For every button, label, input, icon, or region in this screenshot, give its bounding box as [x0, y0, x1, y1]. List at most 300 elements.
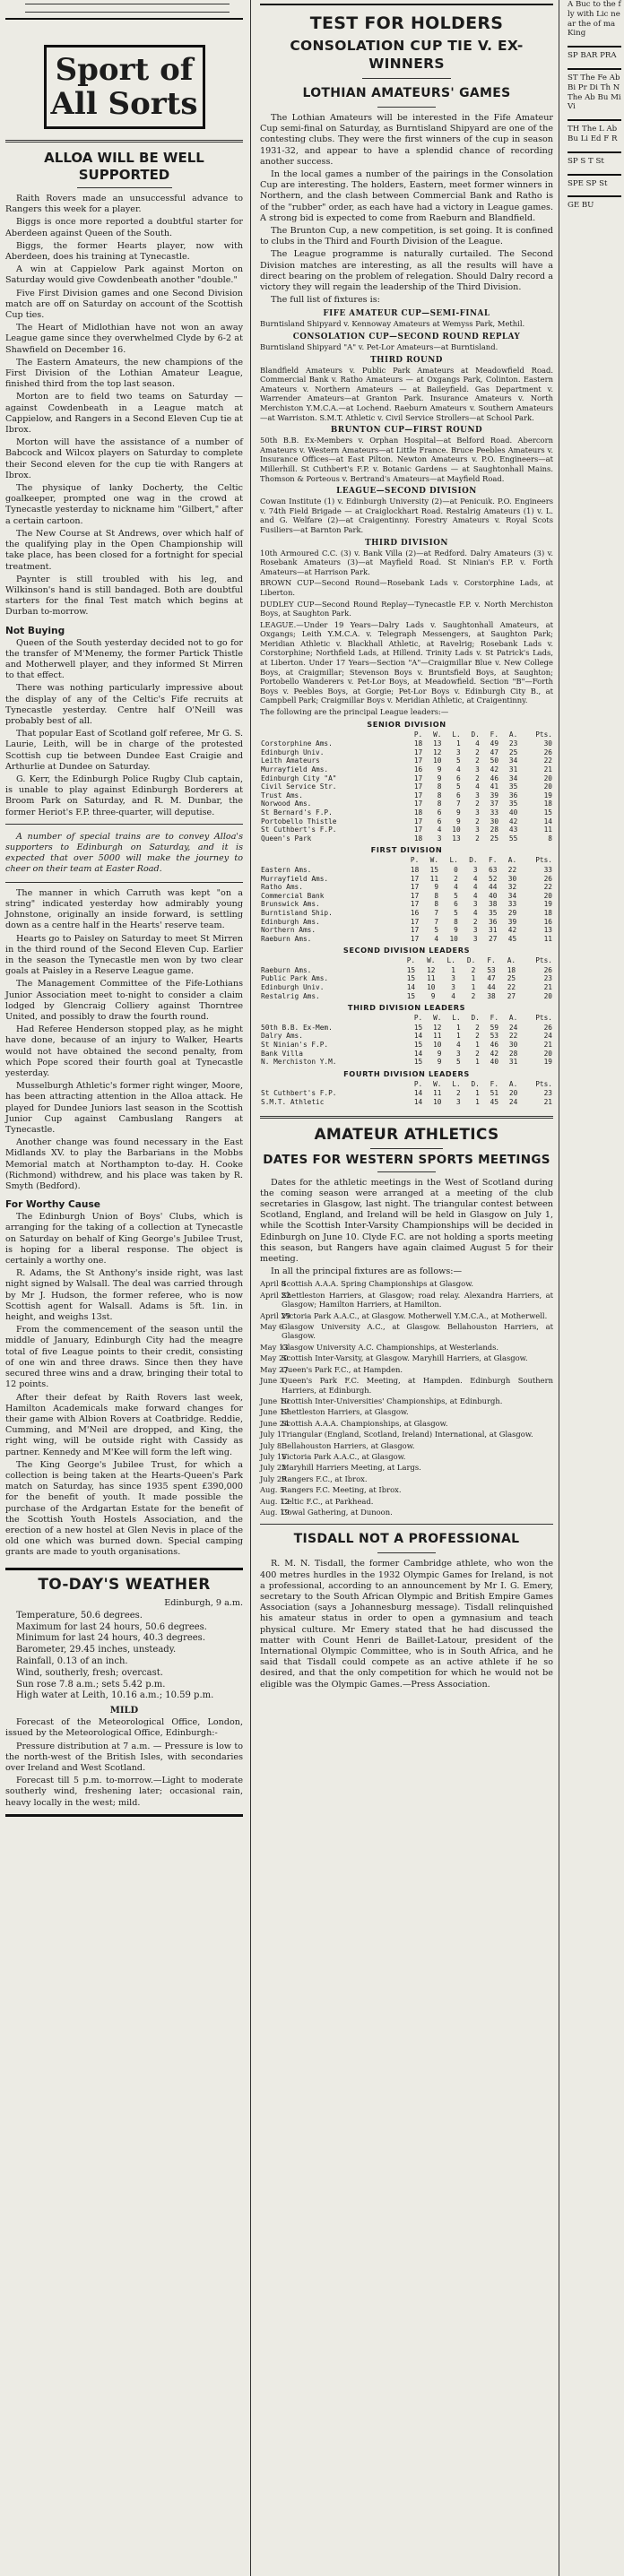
stat-cell: 23 — [508, 739, 518, 748]
stat-cell: 42 — [507, 926, 517, 935]
weather-reading: Minimum for last 24 hours, 40.3 degrees. — [16, 1633, 205, 1644]
table-row — [260, 935, 553, 944]
cropped-fragment: A Buc to the fly with Lic near the of ma King — [568, 0, 621, 39]
stat-cell: 37 — [490, 800, 499, 808]
team-name-cell: Raeburn Ams. — [261, 965, 312, 974]
league-table-header-cell: W. — [433, 730, 442, 739]
stat-cell: 51 — [490, 1089, 499, 1098]
stat-cell: 2 — [475, 1049, 480, 1058]
league-table-header-cell: L. — [449, 856, 458, 865]
news-paragraph: Another change was found necessary in the East Midlands XV. to play the Barbarians in the Mobbs Memorial match at Northampton to-day. H. Cooke (Richmond) withdrew, and his place was taken by R. Smyth (Bedford). — [5, 1137, 243, 1192]
stat-cell: 59 — [490, 1023, 499, 1032]
weather-reading: High water at Leith, 10.16 a.m.; 10.59 p.m. — [16, 1690, 214, 1701]
stat-cell: 21 — [543, 765, 552, 774]
league-table-header-cell: F. — [490, 1014, 499, 1023]
cropped-fragment: SP BAR PRA — [568, 51, 617, 61]
team-name-cell: Corstorphine Ams. — [261, 739, 333, 748]
stat-cell: 19 — [543, 1058, 552, 1067]
fixture-event: Victoria Park A.A.C., at Glasgow. — [282, 1451, 406, 1461]
news-paragraph: From the commencement of the season until the middle of January, Edinburgh City had the meagre total of five League points to their credit, consisting of one win and three draws. Since then they have secured three wins and a draw, bringing their total to 12 points. — [5, 1325, 243, 1390]
stat-cell: 7 — [455, 800, 461, 808]
league-table-header-cell: L. — [452, 1079, 461, 1088]
stat-cell: 1 — [455, 1023, 461, 1032]
stat-cell: 9 — [437, 765, 442, 774]
stat-cell: 17 — [410, 934, 420, 943]
stat-cell: 18 — [413, 834, 423, 843]
news-paragraph: Morton are to field two teams on Saturday — against Cowdenbeath in a League match at Cappielow, and Rangers in a Second Eleven Cup tie at Ibrox. — [5, 392, 243, 436]
stat-cell: 11 — [543, 934, 552, 943]
team-name-cell: Civil Service Str. — [261, 782, 337, 791]
fixture-event: Shettleston Harriers, at Glasgow. — [282, 1407, 409, 1417]
stat-cell: 17 — [413, 782, 423, 791]
league-table-header-cell: D. — [466, 956, 476, 965]
league-table — [260, 1013, 553, 1067]
fixture-event: Shettleston Harriers, at Glasgow; road relay. Alexandra Harriers, at Glasgow; Hamilton Harriers, at Hamilton. — [282, 1290, 553, 1310]
team-name-cell: St Ninian's F.P. — [261, 1041, 329, 1050]
stat-cell: 46 — [490, 774, 499, 782]
league-table-header-cell: A. — [508, 1079, 518, 1088]
stat-cell: 4 — [437, 826, 442, 834]
news-paragraph: Raith Rovers made an unsuccessful advance to Rangers this week for a player. — [5, 194, 243, 215]
stat-cell: 3 — [475, 808, 480, 817]
stat-cell: 23 — [543, 1089, 552, 1098]
news-paragraph: The full list of fixtures is: — [271, 295, 380, 306]
stat-cell: 31 — [508, 765, 518, 774]
dates-headline: DATES FOR WESTERN SPORTS MEETINGS — [263, 1152, 550, 1167]
special-trains-notice: A number of special trains are to convey Alloa's supporters to Edinburgh on Saturday, and it is expected that over 5000 will make the journey to cheer on their team at Easter Road. — [5, 831, 243, 874]
stat-cell: 15 — [413, 1041, 423, 1050]
stat-cell: 3 — [472, 900, 478, 909]
fixture-date: April 8 — [260, 1279, 286, 1289]
stat-cell: 20 — [543, 782, 552, 791]
league-table-header-cell: L. — [452, 730, 461, 739]
table-row — [260, 1089, 553, 1098]
league-table-header-cell — [260, 1079, 404, 1090]
table-row — [260, 791, 553, 800]
athletics-fixture — [260, 1279, 553, 1288]
table-row — [260, 782, 553, 791]
stat-cell: 45 — [490, 1098, 499, 1107]
stat-cell: 18 — [543, 908, 552, 917]
stat-cell: 2 — [475, 834, 480, 843]
fixture-event: Bellahouston Harriers, at Glasgow. — [282, 1440, 415, 1450]
stat-cell: 17 — [410, 900, 420, 909]
stat-cell: 17 — [413, 817, 423, 826]
stat-cell: 35 — [489, 908, 498, 917]
stat-cell: 6 — [454, 900, 458, 909]
fixture-event: Cowal Gathering, at Dunoon. — [282, 1507, 393, 1517]
team-name-cell: St Cuthbert's F.P. — [261, 826, 337, 834]
stat-cell: 1 — [471, 983, 476, 992]
fixture-section-body: 50th B.B. Ex-Members v. Orphan Hospital—at Belford Road. Abercorn Amateurs v. Western Amateurs—at Little France. Bruce Peebles Amateurs v. Insurance Offices—at East Pilton. Newton Amateurs v. P.O. Engineers—at Millerhill. St Cuthbert's F.P. v. Botanic Gardens — at Saughtonhall Mains. Thomson & Porteous v. Bertrand's Amateurs—at Mayfield Road. — [260, 436, 553, 483]
stat-cell: 2 — [475, 774, 480, 782]
stat-cell: 15 — [406, 974, 416, 983]
news-paragraph: The Heart of Midlothian have not won an away League game since they overwhelmed Clyde by 6-2 at Shawfield on December 16. — [5, 323, 243, 355]
stat-cell: 15 — [406, 965, 416, 974]
athletics-fixture — [260, 1343, 553, 1352]
team-name-cell: Murrayfield Ams. — [261, 765, 329, 774]
news-paragraph: Five First Division games and one Second Division match are off on Saturday on account of the Scottish Cup ties. — [5, 288, 243, 321]
fixture-event: Glasgow University A.C., at Glasgow. Bellahouston Harriers, at Glasgow. — [282, 1322, 553, 1341]
table-row — [260, 817, 553, 826]
stat-cell: 17 — [410, 883, 420, 892]
stat-cell: 35 — [508, 782, 518, 791]
table-row — [260, 1050, 553, 1059]
stat-cell: 4 — [472, 874, 478, 883]
athletics-fixture — [260, 1430, 553, 1439]
stat-cell: 4 — [455, 765, 461, 774]
athletics-fixture — [260, 1396, 553, 1405]
stat-cell: 1 — [475, 1058, 480, 1067]
news-paragraph: That popular East of Scotland golf referee, Mr G. S. Laurie, Leith, will be in charge of the protested Scottish cup tie between Dundee East Craigie and Arthurlie at Dundee on Saturday. — [5, 729, 243, 772]
table-row — [260, 1058, 553, 1067]
fixture-date: June 3 — [260, 1376, 285, 1386]
fixture-event: Queen's Park F.C., at Hampden. — [282, 1364, 403, 1374]
fixture-event: Triangular (England, Scotland, Ireland) International, at Glasgow. — [282, 1430, 533, 1439]
stat-cell: 44 — [489, 883, 498, 892]
stat-cell: 18 — [507, 965, 516, 974]
top-rule — [5, 0, 243, 20]
table-row — [260, 1032, 553, 1041]
table-row — [260, 992, 553, 1001]
middle-column — [255, 0, 559, 2576]
stat-cell: 19 — [543, 791, 552, 800]
stat-cell: 34 — [508, 774, 518, 782]
not-buying-subhead: Not Buying — [5, 625, 65, 636]
league-table-header-cell: F. — [490, 1079, 499, 1088]
stat-cell: 19 — [543, 900, 552, 909]
fixture-date: July 22 — [260, 1463, 287, 1473]
stat-cell: 5 — [454, 908, 458, 917]
league-table-header-cell: P. — [413, 730, 423, 739]
stat-cell: 47 — [487, 974, 496, 983]
stat-cell: 10 — [433, 756, 442, 765]
stat-cell: 1 — [471, 974, 476, 983]
league-table-header-cell: Pts. — [535, 856, 552, 865]
fixture-date: Aug. 5 — [260, 1485, 285, 1495]
news-paragraph: A win at Cappielow Park against Morton on Saturday would give Cowdenbeath another "double." — [5, 264, 243, 286]
stat-cell: 44 — [487, 983, 496, 992]
tisdall-headline: TISDALL NOT A PROFESSIONAL — [293, 1532, 520, 1547]
stat-cell: 5 — [434, 926, 439, 935]
team-name-cell: Dalry Ams. — [261, 1032, 303, 1041]
stat-cell: 40 — [489, 891, 498, 900]
cropped-column-text — [568, 0, 621, 211]
stat-cell: 42 — [490, 1049, 499, 1058]
stat-cell: 52 — [489, 874, 498, 883]
news-paragraph: G. Kerr, the Edinburgh Police Rugby Club captain, is unable to play against Edinburgh Borderers at Broom Park on Saturday, and R. M. Dunbar, the former Heriot's F.P. three-quarter, will deputise. — [5, 774, 243, 817]
fixture-event: Scottish A.A.A. Spring Championships at Glasgow. — [282, 1279, 474, 1289]
stat-cell: 11 — [427, 974, 436, 983]
table-row — [260, 892, 553, 901]
stat-cell: 11 — [429, 874, 439, 883]
table-row — [260, 974, 553, 983]
team-name-cell: 50th B.B. Ex-Mem. — [261, 1023, 333, 1032]
stat-cell: 2 — [475, 800, 480, 808]
stat-cell: 15 — [413, 1023, 423, 1032]
lothian-article — [260, 113, 553, 306]
stat-cell: 27 — [507, 991, 516, 1000]
worthy-cause-article — [5, 1212, 243, 1558]
league-table-header-cell: Pts. — [535, 730, 552, 739]
stat-cell: 3 — [455, 1098, 461, 1107]
team-name-cell: Leith Amateurs — [261, 756, 320, 765]
stat-cell: 30 — [507, 874, 517, 883]
news-paragraph: The Management Committee of the Fife-Lothians Junior Association meet to-night to consider a claim lodged by Glencraig Colliery against Thorntree United, and possibly to draw the fourth round. — [5, 979, 243, 1022]
stat-cell: 42 — [508, 817, 518, 826]
weather-title: TO-DAY'S WEATHER — [38, 1575, 211, 1594]
stat-cell: 16 — [543, 917, 552, 926]
weather-reading: Wind, southerly, fresh; overcast. — [16, 1667, 163, 1678]
table-row — [260, 875, 553, 884]
team-name-cell: Queen's Park — [261, 834, 312, 843]
stat-cell: 12 — [433, 748, 442, 756]
fixture-event: Victoria Park A.A.C., at Glasgow. Motherwell Y.M.C.A., at Motherwell. — [282, 1310, 548, 1320]
team-name-cell: Edinburgh Ams. — [261, 917, 320, 926]
team-name-cell: Commercial Bank — [261, 891, 325, 900]
stat-cell: 16 — [410, 908, 420, 917]
team-name-cell: Burntisland Ship. — [261, 908, 333, 917]
stat-cell: 17 — [410, 917, 420, 926]
weather-reading: Temperature, 50.6 degrees. — [16, 1610, 143, 1621]
stat-cell: 53 — [490, 1032, 499, 1041]
stat-cell: 39 — [490, 791, 499, 800]
stat-cell: 6 — [455, 774, 461, 782]
league-table-header-cell: W. — [433, 1014, 442, 1023]
team-name-cell: Ratho Ams. — [261, 883, 303, 892]
forecast-paragraph: Forecast of the Meteorological Office, London, issued by the Meteorological Office, Edinburgh:- — [5, 1717, 243, 1739]
table-row — [260, 918, 553, 927]
news-paragraph: Dates for the athletic meetings in the West of Scotland during the coming season were arranged at a meeting of the club secretaries in Glasgow, last night. The triangular contest between Scotland, England, and Ireland will be held in Glasgow on July 1, while the Scottish Inter-Varsity Championships will be decided in Edinburgh on June 10. Clyde F.C. are not holding a sports meeting this season, but Rangers have again claimed August 5 for their meeting. — [260, 1177, 553, 1265]
league-table-header-cell: W. — [429, 856, 439, 865]
stat-cell: 20 — [543, 1049, 552, 1058]
weather-readings — [5, 1611, 243, 1702]
league-table — [260, 855, 553, 943]
news-paragraph: The Edinburgh Union of Boys' Clubs, which is arranging for the taking of a collection at Tynecastle on Saturday on behalf of King George's Jubilee Trust, is hoping for a liberal response. The object is certainly a worthy one. — [5, 1212, 243, 1266]
stat-cell: 26 — [543, 965, 552, 974]
stat-cell: 1 — [455, 739, 461, 748]
sport-title: Sport of All Sorts — [50, 52, 198, 122]
stat-cell: 17 — [410, 926, 420, 935]
left-column — [0, 0, 251, 2576]
table-row — [260, 966, 553, 975]
stat-cell: 17 — [413, 756, 423, 765]
stat-cell: 36 — [508, 791, 518, 800]
news-paragraph: The New Course at St Andrews, over which half of the qualifying play in the Open Championship will take place, has been closed for a fortnight for special treatment. — [5, 528, 243, 572]
fixture-event: Glasgow University A.C. Championships, at Westerlands. — [282, 1342, 499, 1352]
table-row — [260, 826, 553, 834]
league-table-header-cell — [260, 1013, 404, 1024]
stat-cell: 13 — [543, 926, 552, 935]
table-row — [260, 808, 553, 817]
stat-cell: 4 — [454, 883, 458, 892]
stat-cell: 28 — [508, 1049, 518, 1058]
league-table-header-cell: A. — [508, 730, 518, 739]
stat-cell: 28 — [490, 826, 499, 834]
team-name-cell: Edinburgh City "A" — [261, 774, 337, 782]
fixture-section-body: LEAGUE.—Under 19 Years—Dalry Lads v. Saughtonhall Amateurs, at Oxgangs; Leith Y.M.C.A. v. Telegraph Messengers, at Saughton Park; Meridian Athletic v. Blackhall Athletic, at Ravelrig; Rosebank Lads v. Corstorphine; Northfield Lads, at Hillend. Trinity Lads v. St Patrick's Lads, at Liberton. Under 17 Years—Section "A"—Craigmillar Blue v. New College Boys, at Craigmillar; Stevenson Boys v. Bruntsfield Boys, at Saughton; Portobello Wanderers v. Pet-Lor Boys, at Meadowfield. Section "B"—Forth Boys v. Peebles Boys, at Gorgie; Pet-Lor Boys v. Edinburgh City B., at Campbell Park; Craigmillar Boys v. Meridian Athletic, at Craigentinny. — [260, 619, 553, 705]
stat-cell: 49 — [490, 739, 499, 748]
stat-cell: 8 — [548, 834, 552, 843]
league-table-header-cell: A. — [507, 856, 517, 865]
stat-cell: 4 — [472, 908, 478, 917]
stat-cell: 17 — [413, 826, 423, 834]
fixture-section-head: THIRD ROUND — [370, 355, 443, 365]
stat-cell: 42 — [490, 765, 499, 774]
weather-forecast — [5, 1717, 243, 1809]
stat-cell: 14 — [413, 1098, 423, 1107]
news-paragraph: The King George's Jubilee Trust, for which a collection is being taken at the Hearts-Queen's Park match on Saturday, has since 1935 spent £390,000 for the benefit of youth. It made possible the purchase of the Ardgartan Estate for the benefit of the Scottish Youth Hostels Association, and the erection of a new hostel at Glen Nevis in place of the old one which was burned down. Special camping grants are made to youth organisations. — [5, 1459, 243, 1558]
athletics-fixture — [260, 1322, 553, 1341]
league-table-header-cell — [260, 855, 401, 866]
stat-cell: 14 — [413, 1032, 423, 1041]
stat-cell: 4 — [475, 739, 480, 748]
weather-reading: Rainfall, 0.13 of an inch. — [16, 1655, 128, 1666]
league-table — [260, 955, 553, 1000]
stat-cell: 5 — [455, 756, 461, 765]
league-table-header-cell — [260, 955, 396, 966]
stat-cell: 18 — [543, 800, 552, 808]
fixture-section-body: Burntisland Shipyard "A" v. Pet-Lor Amateurs—at Burntisland. — [260, 342, 498, 352]
stat-cell: 22 — [507, 983, 516, 992]
stat-cell: 29 — [507, 908, 517, 917]
weather-reading: Sun rose 7.8 a.m.; sets 5.42 p.m. — [16, 1679, 166, 1690]
league-table-header-cell: F. — [487, 956, 496, 965]
league-table-header-cell: Pts. — [535, 1079, 552, 1088]
league-tables — [260, 720, 553, 1107]
news-paragraph: The Lothian Amateurs will be interested in the Fife Amateur Cup semi-final on Saturday, as Burntisland Shipyard are one of the contesting clubs. They were the first winners of the cup in season 1931-32, and appear to have a splendid chance of recording another success. — [260, 113, 553, 167]
stat-cell: 1 — [451, 965, 455, 974]
fixture-date: April 22 — [260, 1290, 291, 1300]
stat-cell: 8 — [434, 900, 439, 909]
league-table-header-cell: P. — [413, 1079, 423, 1088]
stat-cell: 53 — [487, 965, 496, 974]
fixture-date: May 20 — [260, 1353, 289, 1363]
stat-cell: 14 — [413, 1089, 423, 1098]
fixture-date: April 29 — [260, 1310, 291, 1320]
stat-cell: 14 — [406, 983, 416, 992]
lothian-headline: LOTHIAN AMATEURS' GAMES — [302, 86, 511, 100]
fixture-date: July 8 — [260, 1440, 282, 1450]
fixture-event: Rangers F.C., at Ibrox. — [282, 1474, 368, 1483]
stat-cell: 21 — [543, 1098, 552, 1107]
league-table-header-cell: D. — [471, 1014, 480, 1023]
stat-cell: 17 — [410, 891, 420, 900]
news-paragraph: The Eastern Amateurs, the new champions of the First Division of the Lothian Amateur League, finished third from the top last season. — [5, 357, 243, 390]
team-name-cell: N. Merchiston Y.M. — [261, 1058, 337, 1067]
fixture-section-head: CONSOLATION CUP—SECOND ROUND REPLAY — [292, 333, 521, 342]
news-paragraph: After their defeat by Raith Rovers last week, Hamilton Academicals make forward changes for their game with Albion Rovers at Coatbridge. Reddie, Cumming, and M'Neil are dropped, and King, the right wing, will be outside right with Cassidy as partner. Kennedy and M'Kee will form the left wing. — [5, 1392, 243, 1457]
stat-cell: 22 — [543, 883, 552, 892]
athletics-fixture — [260, 1311, 553, 1320]
league-table-title: SENIOR DIVISION — [367, 719, 446, 729]
stat-cell: 31 — [489, 926, 498, 935]
fixture-section-body: The following are the principal League leaders:— — [260, 707, 449, 717]
stat-cell: 24 — [543, 1032, 552, 1041]
stat-cell: 9 — [437, 1058, 442, 1067]
stat-cell: 24 — [508, 1023, 518, 1032]
league-table-header-cell: D. — [469, 856, 478, 865]
league-table — [260, 730, 553, 843]
fixture-section-head: FIFE AMATEUR CUP—SEMI-FINAL — [323, 309, 490, 319]
stat-cell: 20 — [508, 1089, 518, 1098]
weather-mild: MILD — [109, 1706, 139, 1716]
sport-title-box — [44, 45, 205, 129]
athletics-fixture — [260, 1497, 553, 1506]
stat-cell: 23 — [543, 974, 552, 983]
stat-cell: 9 — [455, 817, 461, 826]
stat-cell: 2 — [472, 917, 478, 926]
fixture-section-body: Cowan Institute (1) v. Edinburgh University (2)—at Penicuik. P.O. Engineers v. 74th Field Brigade — at Craiglockhart Road. Restalrig Amateurs (1) v. L. and G. Welfare (2)—at Craigentinny. Forestry Amateurs v. Royal Scots Fusiliers—at Barnton Park. — [260, 497, 553, 534]
stat-cell: 25 — [508, 748, 518, 756]
stat-cell: 10 — [433, 1041, 442, 1050]
stat-cell: 25 — [490, 834, 499, 843]
stat-cell: 1 — [475, 1098, 480, 1107]
league-table-header-cell: W. — [427, 956, 436, 965]
stat-cell: 9 — [430, 991, 436, 1000]
table-row — [260, 900, 553, 909]
news-paragraph: The manner in which Carruth was kept "on a string" indicated yesterday how admirably young Johnstone, originally an inside forward, is settling down as a centre half in the Hearts' reserve team. — [5, 887, 243, 931]
table-row — [260, 866, 553, 875]
stat-cell: 2 — [455, 1089, 461, 1098]
stat-cell: 15 — [543, 808, 552, 817]
league-table-header-cell: D. — [471, 1079, 480, 1088]
stat-cell: 7 — [434, 908, 439, 917]
table-row — [260, 765, 553, 774]
stat-cell: 9 — [454, 926, 458, 935]
league-table-header-cell — [260, 730, 404, 740]
cropped-fragment: SPE SP St — [568, 178, 608, 188]
fixture-section-body: Burntisland Shipyard v. Kennoway Amateurs at Wemyss Park, Methil. — [260, 319, 525, 329]
stat-cell: 33 — [490, 808, 499, 817]
stat-cell: 20 — [543, 991, 552, 1000]
stat-cell: 15 — [429, 865, 439, 874]
cropped-fragment: ST The Fe Ab Bi Pr Di Th N The Ab Bu Mi Vi — [568, 73, 621, 112]
stat-cell: 12 — [433, 1023, 442, 1032]
tisdall-article — [260, 1559, 553, 1690]
stat-cell: 6 — [455, 791, 461, 800]
fixture-event: Maryhill Harriers Meeting, at Largs. — [282, 1463, 421, 1473]
table-row — [260, 926, 553, 935]
stat-cell: 46 — [490, 1041, 499, 1050]
fixture-section-body: 10th Armoured C.C. (3) v. Bank Villa (2)—at Redford. Dalry Amateurs (3) v. Rosebank Amateurs (3)—at Mayfield Road. St Ninian's F.P. v. Forth Amateurs—at Harrison Park. — [260, 548, 553, 576]
league-table-header-cell: Pts. — [535, 1014, 552, 1023]
stat-cell: 55 — [508, 834, 518, 843]
table-row — [260, 909, 553, 918]
team-name-cell: Northern Ams. — [261, 926, 316, 935]
news-paragraph: Musselburgh Athletic's former right winger, Moore, has been attracting attention in the Alloa attack. He played for Dundee Juniors last season in the Scottish Junior Cup against Cambuslang Rangers at Tynecastle. — [5, 1081, 243, 1136]
stat-cell: 11 — [543, 826, 552, 834]
news-paragraph: There was nothing particularly impressive about the display of any of the Celtic's Fife recruits at Tynecastle yesterday. Centre half O'Neill was probably best of all. — [5, 683, 243, 726]
team-name-cell: Norwood Ams. — [261, 800, 312, 808]
athletics-fixture — [260, 1353, 553, 1362]
team-name-cell: Murrayfield Ams. — [261, 874, 329, 883]
news-paragraph: Biggs is once more reported a doubtful starter for Aberdeen against Queen of the South. — [5, 217, 243, 238]
stat-cell: 2 — [471, 965, 476, 974]
news-paragraph: The League programme is naturally curtailed. The Second Division matches are interesting, as all the results will have a direct bearing on the problem of relegation. Should Dalry record a victory they will regain the leadership of the Third Division. — [260, 249, 553, 293]
stat-cell: 1 — [475, 1089, 480, 1098]
right-cropped-column — [565, 0, 624, 2576]
stat-cell: 3 — [472, 934, 478, 943]
team-name-cell: Edinburgh Univ. — [261, 748, 325, 756]
team-name-cell: Public Park Ams. — [261, 974, 329, 983]
worthy-cause-subhead: For Worthy Cause — [5, 1199, 100, 1211]
league-table-header-cell: F. — [489, 856, 498, 865]
fixture-date: May 13 — [260, 1342, 289, 1352]
fixture-event: Celtic F.C., at Parkhead. — [282, 1496, 374, 1506]
stat-cell: 36 — [489, 917, 498, 926]
alloa-headline: ALLOA WILL BE WELL SUPPORTED — [44, 150, 204, 183]
